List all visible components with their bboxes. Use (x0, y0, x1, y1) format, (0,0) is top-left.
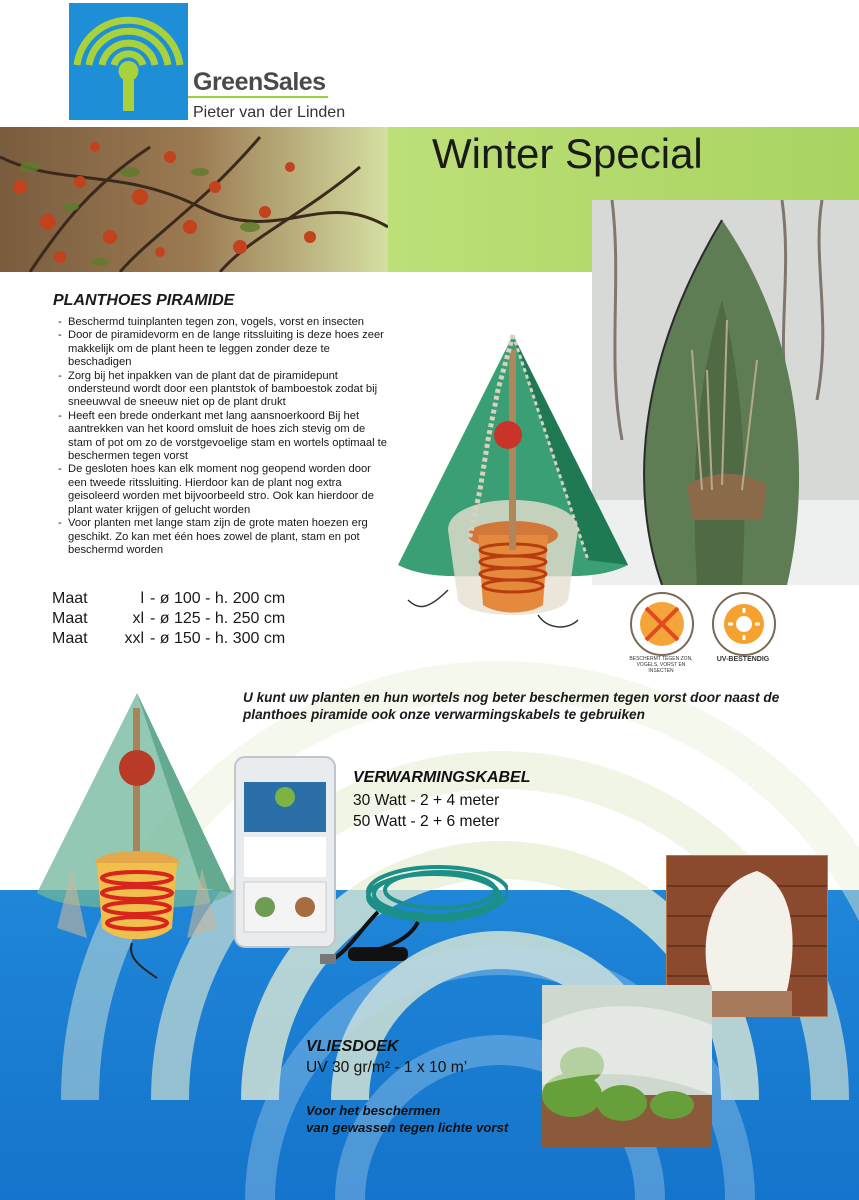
list-item: - Door de piramidevorm en de lange ritssluiting is deze hoes zeer makkelijk om de plant heen te leggen zonder deze te beschadigen (58, 329, 388, 369)
kabel-specs (353, 790, 499, 832)
size-dim: - ø 100 - h. 200 cm (150, 590, 286, 607)
size-code: xl (132, 610, 144, 627)
size-label: Maat (52, 590, 88, 607)
vlies-spec: UV 30 gr/m² - 1 x 10 m’ (306, 1059, 468, 1076)
greensales-logo-icon (69, 3, 188, 120)
list-item: - Heeft een brede onderkant met lang aansnoerkoord Bij het aantrekken van het koord omsluit de hoes zich stevig om de stam of pot om zo de vorstgevoelige stam en wortels optimaal te beschermen tegen vorst (58, 410, 388, 464)
owner-name: Pieter van der Linden (193, 104, 346, 121)
vlies-title: VLIESDOEK (306, 1038, 399, 1055)
vlies-note-line: Voor het beschermen (306, 1103, 441, 1118)
hood-with-heating-cable-illustration (32, 688, 242, 988)
kabel-spec-line: 50 Watt - 2 + 6 meter (353, 813, 500, 830)
size-dim: - ø 125 - h. 250 cm (150, 610, 286, 627)
logo[interactable] (69, 3, 188, 120)
list-item: - De gesloten hoes kan elk moment nog geopend worden door een tweede ritssluiting. Hierdoor kan de plant nog extra geisoleerd worden met bijvoorbeeld stro. Ook kan hierdoor de plant water krijgen of gelucht worden (58, 463, 388, 517)
size-label: Maat (52, 630, 88, 647)
size-label: Maat (52, 610, 88, 627)
berries-photo (0, 127, 388, 272)
page-title: Winter Special (432, 130, 703, 177)
list-item: - Voor planten met lange stam zijn de grote maten hoezen erg geschikt. Zo kan met één hoes zowel de plant, stam en pot beschermd worden (58, 517, 388, 557)
size-code: l (140, 590, 144, 607)
kabel-title: VERWARMINGSKABEL (353, 769, 531, 786)
size-dim: - ø 150 - h. 300 cm (150, 630, 286, 647)
product-title: PLANTHOES PIRAMIDE (53, 292, 235, 309)
lettuce-fleece-photo (542, 985, 712, 1147)
size-row (52, 629, 285, 649)
vlies-note (306, 1102, 508, 1136)
brand-name: GreenSales (193, 68, 326, 96)
logo-divider (188, 96, 328, 98)
list-item: - Beschermd tuinplanten tegen zon, vogels, vorst en insecten (58, 316, 388, 329)
size-code: xxl (124, 630, 144, 647)
tip-text: U kunt uw planten en hun wortels nog beter beschermen tegen vorst door naast de planthoes piramide ook onze verwarmingskabels te gebruiken (243, 690, 780, 722)
heating-cable-coil (318, 852, 508, 982)
size-row (52, 609, 285, 629)
uv-badge (712, 592, 776, 656)
size-row (52, 589, 285, 609)
vlies-note-line: van gewassen tegen lichte vorst (306, 1120, 509, 1135)
kabel-spec-line: 30 Watt - 2 + 4 meter (353, 792, 500, 809)
size-table (52, 589, 285, 649)
uv-badge-label: UV-BESTENDIG (716, 656, 770, 663)
feature-list (58, 316, 388, 557)
protection-badge-label: BESCHERMT TEGEN ZON, VOGELS, VORST EN INSECTEN (629, 656, 693, 674)
list-item: - Zorg bij het inpakken van de plant dat de piramidepunt ondersteund wordt door een plantstok of bamboestok zodat bij sneeuwval de sneeuw niet op de plant drukt (58, 370, 388, 410)
pyramid-hood-illustration (388, 330, 638, 630)
protection-badge (630, 592, 694, 656)
